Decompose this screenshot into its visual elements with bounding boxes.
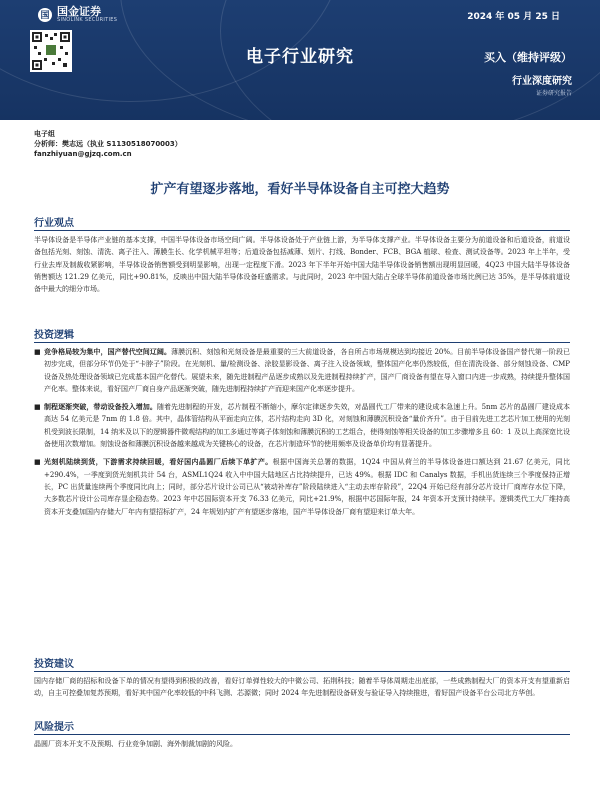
- report-subtype: 证券研究报告: [535, 90, 572, 97]
- section-advice: [34, 655, 570, 700]
- report-title: 电子行业研究: [246, 47, 354, 67]
- bullet-text: 根据中国海关总署的数据，1Q24 中国从荷兰的半导体设备进口额达到 21.67 亿美元，同比+290.4%，一季度到货光刻机共计 54 台，ASML1Q24 收入中中国大陆地区占比持续提升，已达 49%。根据 IDC 和 Canalys 数据，手机出货连续三个季度保持正增长，PC 出货量连续两个季度同比向上；同时，部分芯片设计公司已从“被动补库存”阶段陆续进入“主动去库存阶段”，22Q4 开始已经有部分芯片设计厂商库存水位下降，大多数芯片设计公司库存显企稳态势。2023 年中芯国际资本开支 76.33 亿美元，同比+21.9%，根据中芯国际年报，24 年资本开支预计持续平。逻辑类代工大厂维持高资本开支叠加国内存储大厂年内有望招标扩产，24 年规划内扩产有望逐步落地，国产半导体设备厂商有望迎来订单大年。: [44, 458, 570, 516]
- logo-icon: 国: [38, 8, 52, 22]
- analyst-email: fanzhiyuan@gjzq.com.cn: [34, 150, 132, 158]
- section-body: 半导体设备是半导体产业链的基本支撑，中国半导体设备市场空间广阔。半导体设备处于产业链上游，为半导体支撑产业。半导体设备主要分为前道设备和后道设备，前道设备包括光刻、刻蚀、清洗、离子注入、薄膜生长、化学机械平坦等；后道设备包括减薄、划片、打线、Bonder、FCB、BGA 植球、检查、测试设备等。2023 年上半年，受行业去库及制裁收紧影响，半导体设备销售额受到明显影响，出现一定程度下滑。2023 年下半年开始中国大陆半导体设备销售额出现明显回暖，4Q23 中国大陆半导体设备销售额达 121.29 亿美元，同比+90.81%，反映出中国大陆半导体设备旺盛需求。与此同时，2023 年中国大陆占全球半导体前道设备市场比例已达 35%，是半导体前道设备中最大的细分市场。: [34, 236, 570, 294]
- section-logic: [34, 326, 570, 524]
- section-heading: 行业观点: [34, 214, 570, 231]
- bullet-text: 随着先进制程的开发，芯片制程不断缩小，摩尔定律逐步失效，对晶圆代工厂带来的建设成本急速上升。5nm 芯片的晶圆厂建设成本高达 54 亿美元是 7nm 的 1.8 倍。其中，晶体管结构从平面走向立体，芯片结构走向 3D 化，对刻蚀和薄膜沉积设备“量价齐升”。由于目前先进工艺芯片加工使用的光刻机受到波长限制，14 纳米及以下的逻辑器件微观结构的加工多通过等离子体刻蚀和薄膜沉积的工艺组合，使得刻蚀等相关设备的加工步骤增多且 60：1 及以上高深宽比设备使用次数增加。刻蚀设备和薄膜沉积设备越来越成为关键核心的设备，在芯片制造环节的使用频率及设备单价均有显著提升。: [44, 403, 571, 449]
- author-block: [34, 129, 182, 159]
- bullet-lead: 光刻机陆续到货，下游需求持续回暖，看好国内晶圆厂后续下单扩产。: [44, 458, 273, 467]
- logic-bullet: [34, 346, 570, 395]
- bullet-lead: 竞争格局较为集中，国产替代空间辽阔。: [44, 348, 172, 356]
- section-heading: 投资建议: [34, 655, 570, 672]
- section-body: 晶圆厂资本开支不及预期、行业竞争加剧、海外制裁加剧的风险。: [34, 740, 237, 748]
- section-viewpoint: [34, 214, 570, 295]
- logic-bullet: [34, 456, 570, 517]
- report-type: 行业深度研究: [512, 76, 572, 87]
- group-name: 电子组: [34, 130, 55, 138]
- logic-bullet: [34, 401, 570, 450]
- report-date: 2024 年 05 月 25 日: [467, 12, 560, 22]
- rating-badge: 买入（维持评级）: [484, 51, 572, 64]
- section-heading: 风险提示: [34, 718, 570, 735]
- bullet-lead: 制程逐渐突破，带动设备投入增加。: [44, 403, 157, 412]
- header-banner: [0, 0, 600, 120]
- bullet-text: 薄膜沉积、刻蚀和光刻设备是最重要的三大前道设备，各自所占市场规模达到均接近 20%。目前半导体设备国产替代第一阶段已初步完成，但部分环节仍处于“卡脖子”阶段。在光刻机、量/检测设备、涂胶显影设备、离子注入设备领域，整体国产化率仍然较低，但在清洗设备、部分刻蚀设备、CMP 设备及热处理设备领域已完成基本国产化替代。展望未来，随先进制程产品逐步成熟以及先进制程持续扩产，国产厂商设备有望在导入窗口内进一步成熟，持续提升整体国产化率。整体来说，看好国产厂商自身产品逐渐突破，随先进制程持续扩产而迎来国产化率逐步提升。: [44, 348, 570, 393]
- logo-text-en: SINOLINK SECURITIES: [57, 17, 118, 23]
- main-headline: 扩产有望逐步落地，看好半导体设备自主可控大趋势: [150, 182, 450, 197]
- bullet-icon: ■: [34, 348, 41, 356]
- bullet-icon: ■: [34, 458, 41, 467]
- company-logo: [38, 6, 117, 23]
- analyst-name: 分析师：樊志远（执业 S1130518070003）: [34, 140, 182, 148]
- section-risk: [34, 718, 570, 750]
- section-body: 国内存储厂商的招标和设备下单的情况有望得到积极的改善，看好订单弹性较大的中微公司、拓荆科技；随着半导体周期走出底部，一些成熟制程大厂的资本开支有望重新启动，自主可控叠加复苏预期，看好其中国产化率较低的中科飞测、芯源微；同时 2024 年先进制程设备研发与验证导入持续推进，看好国产设备平台公司北方华创。: [34, 677, 570, 698]
- section-heading: 投资逻辑: [34, 326, 570, 343]
- logo-text-cn: 国金证券: [57, 5, 101, 18]
- bullet-icon: ■: [34, 403, 41, 412]
